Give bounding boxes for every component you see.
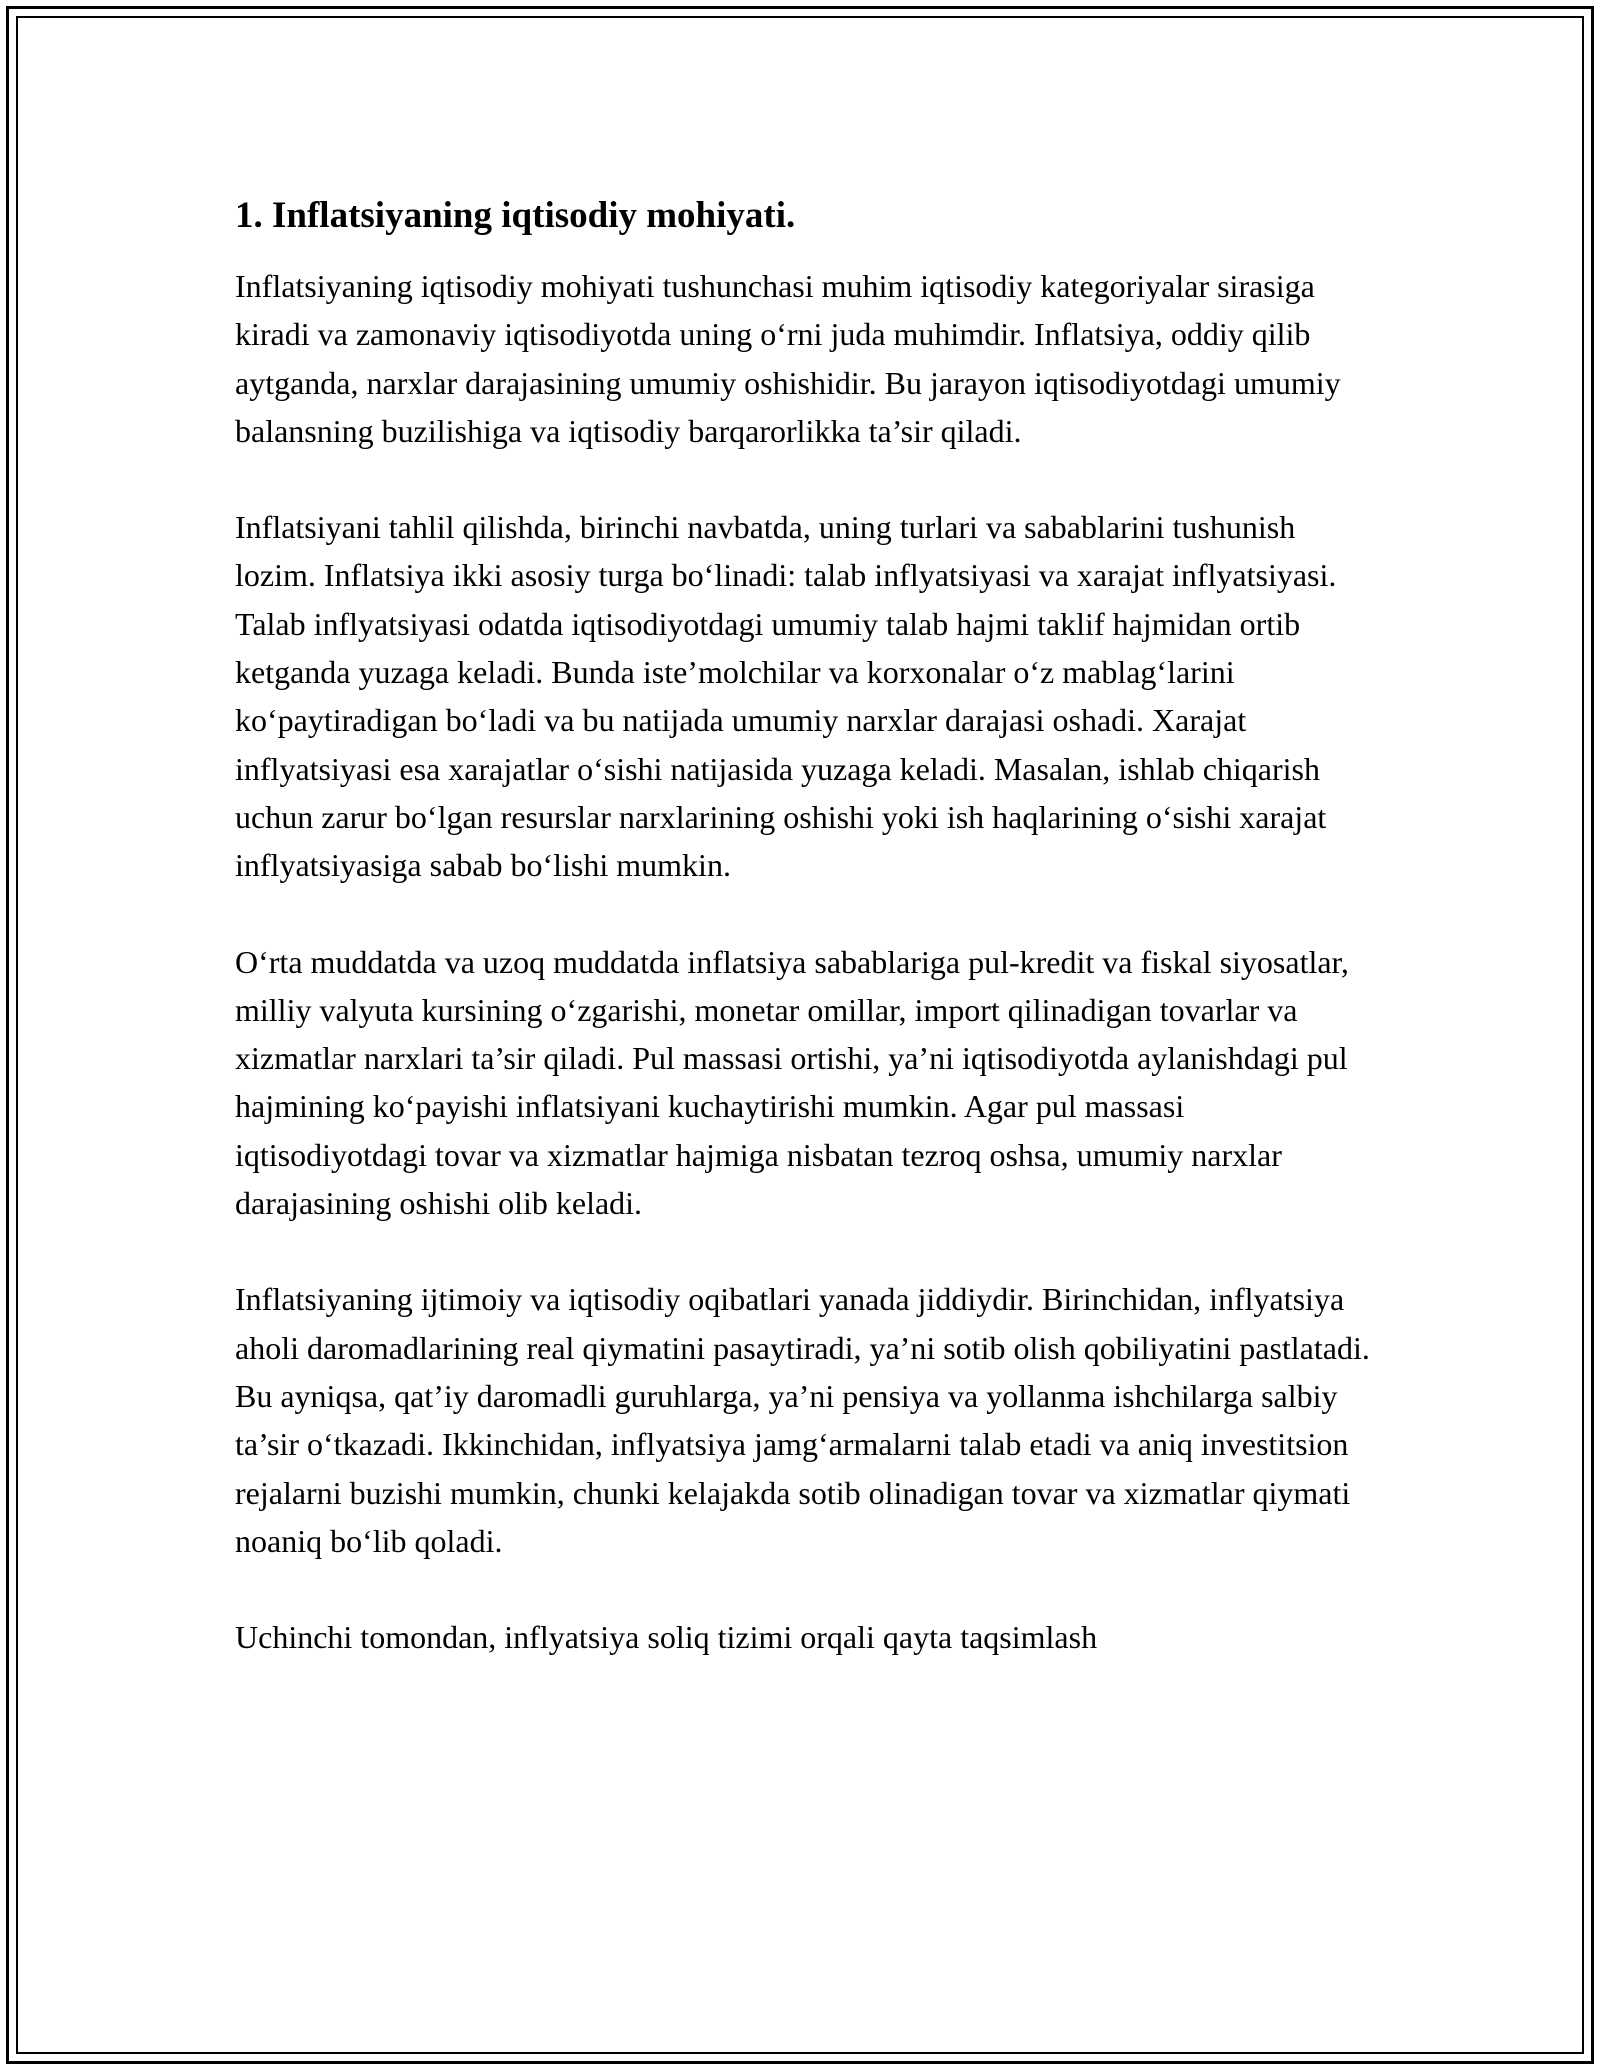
document-body — [235, 190, 1375, 1709]
paragraph-3: O‘rta muddatda va uzoq muddatda inflatsiya sabablariga pul-kredit va fiskal siyosatlar, milliy valyuta kursining o‘zgarishi, monetar omillar, import qilinadigan tovarlar va xizmatlar narxlari ta’sir qiladi. Pul massasi ortishi, ya’ni iqtisodiyotda aylanishdagi pul hajmining ko‘payishi inflatsiyani kuchaytirishi mumkin. Agar pul massasi iqtisodiyotdagi tovar va xizmatlar hajmiga nisbatan tezroq oshsa, umumiy narxlar darajasining oshishi olib keladi. — [235, 943, 1349, 1222]
paragraph-5: Uchinchi tomondan, inflyatsiya soliq tizimi orqali qayta taqsimlash — [235, 1619, 1098, 1656]
paragraph-2: Inflatsiyani tahlil qilishda, birinchi navbatda, uning turlari va sabablarini tushunish lozim. Inflatsiya ikki asosiy turga bo‘linadi: talab inflyatsiyasi va xarajat inflyatsiyasi. Talab inflyatsiyasi odatda iqtisodiyotdagi umumiy talab hajmi taklif hajmidan ortib ketganda yuzaga keladi. Bunda iste’molchilar va korxonalar o‘z mablag‘larini ko‘paytiradigan bo‘ladi va bu natijada umumiy narxlar darajasi oshadi. Xarajat inflyatsiyasi esa xarajatlar o‘sishi natijasida yuzaga keladi. Masalan, ishlab chiqarish uchun zarur bo‘lgan resurslar narxlarining oshishi yoki ish haqlarining o‘sishi xarajat inflyatsiyasiga sabab bo‘lishi mumkin. — [235, 509, 1337, 884]
paragraph-1: Inflatsiyaning iqtisodiy mohiyati tushunchasi muhim iqtisodiy kategoriyalar sirasiga kiradi va zamonaviy iqtisodiyotda uning o‘rni juda muhimdir. Inflatsiya, oddiy qilib aytganda, narxlar darajasining umumiy oshishidir. Bu jarayon iqtisodiyotdagi umumiy balansning buzilishiga va iqtisodiy barqarorlikka ta’sir qiladi. — [235, 268, 1341, 449]
section-heading: 1. Inflatsiyaning iqtisodiy mohiyati. — [235, 195, 796, 236]
paragraph-4: Inflatsiyaning ijtimoiy va iqtisodiy oqibatlari yanada jiddiydir. Birinchidan, inflyatsiya aholi daromadlarining real qiymatini pasaytiradi, ya’ni sotib olish qobiliyatini pastlatadi. Bu ayniqsa, qat’iy daromadli guruhlarga, ya’ni pensiya va yollanma ishchilarga salbiy ta’sir o‘tkazadi. Ikkinchidan, inflyatsiya jamg‘armalarni talab etadi va aniq investitsion rejalarni buzishi mumkin, chunki kelajakda sotib olinadigan tovar va xizmatlar qiymati noaniq bo‘lib qoladi. — [235, 1281, 1370, 1559]
